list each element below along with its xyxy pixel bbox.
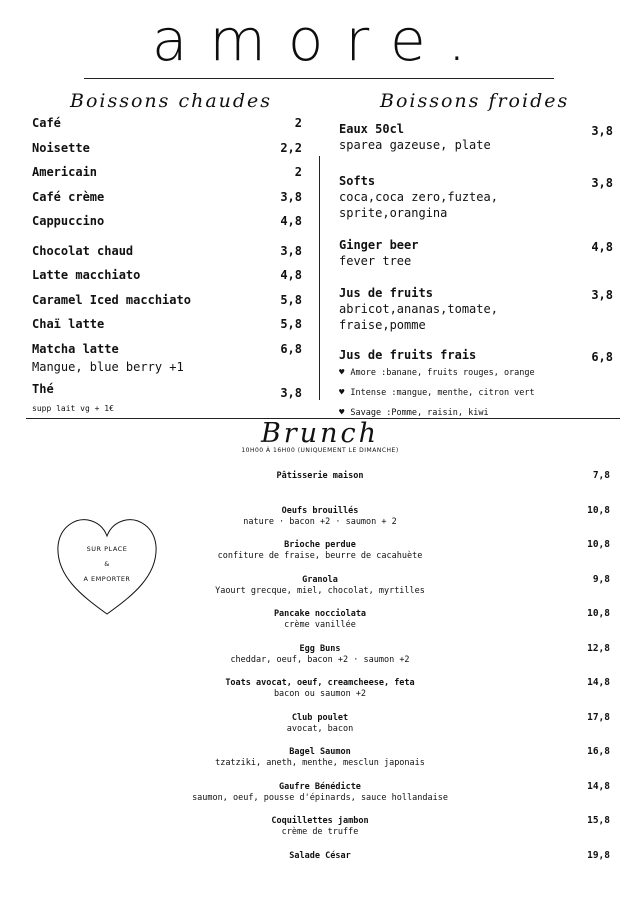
juice-option-text: Amore :banane, fruits rouges, orange <box>350 368 535 378</box>
menu-item <box>32 317 302 342</box>
item-price: 2 <box>294 165 302 179</box>
menu-item <box>339 286 613 348</box>
item-price: 16,8 <box>587 746 610 757</box>
item-price: 6,8 <box>280 341 302 356</box>
column-divider <box>319 156 320 400</box>
item-name: Café <box>32 116 61 130</box>
item-price: 4,8 <box>280 214 302 228</box>
item-price: 5,8 <box>280 317 302 331</box>
menu-item <box>32 382 302 400</box>
hot-drinks-list <box>32 116 302 413</box>
badge-line: & <box>104 560 110 568</box>
brunch-item <box>0 643 640 678</box>
item-name: Oeufs brouillés <box>281 505 359 516</box>
item-name: Eaux 50cl <box>339 122 405 136</box>
item-description: tzatziki, aneth, menthe, mesclun japonais <box>215 758 425 768</box>
brunch-item <box>0 746 640 781</box>
item-price: 19,8 <box>587 849 610 861</box>
item-price: 10,8 <box>587 608 610 619</box>
item-description: bacon ou saumon +2 <box>273 689 367 699</box>
item-price: 10,8 <box>587 504 610 516</box>
item-name: Egg Buns <box>299 643 341 654</box>
item-description: coca,coca zero,fuztea, sprite,orangina <box>339 190 498 220</box>
badge-line: SUR PLACE <box>86 545 128 553</box>
item-price: 3,8 <box>591 124 613 138</box>
item-name: Café crème <box>32 189 105 204</box>
item-name: Jus de fruits <box>339 286 433 300</box>
item-name: Club poulet <box>291 712 349 723</box>
item-price: 6,8 <box>591 350 613 364</box>
item-description: Mangue, blue berry +1 <box>32 359 184 374</box>
heart-icon: ♥ <box>339 388 345 398</box>
item-description: abricot,ananas,tomate, fraise,pomme <box>339 302 498 332</box>
item-price: 4,8 <box>280 268 302 282</box>
brunch-title: Brunch <box>260 418 380 449</box>
item-price: 2 <box>294 116 302 130</box>
item-name: Gaufre Bénédicte <box>279 781 361 792</box>
item-description: crème vanillée <box>284 620 356 630</box>
juice-option-text: Intense :mangue, menthe, citron vert <box>350 388 535 398</box>
heart-icon: ♥ <box>339 368 345 378</box>
item-name: Caramel Iced macchiato <box>32 292 191 307</box>
item-price: 12,8 <box>587 642 610 654</box>
item-name <box>32 342 184 374</box>
item-price: 3,8 <box>280 243 302 258</box>
menu-item <box>32 190 302 215</box>
item-name-text: Matcha latte <box>32 341 119 356</box>
item-name: Noisette <box>32 140 90 155</box>
item-price: 17,8 <box>587 711 610 723</box>
item-description: crème de truffe <box>281 827 359 837</box>
item-name: Chaï latte <box>32 317 105 331</box>
item-name: Brioche perdue <box>284 540 356 550</box>
juice-option <box>339 383 613 403</box>
menu-item <box>32 165 302 190</box>
item-price: 3,8 <box>591 288 613 302</box>
item-description: saumon, oeuf, pousse d'épinards, sauce hollandaise <box>192 792 448 803</box>
hot-drinks-title: Boissons chaudes <box>70 90 273 112</box>
item-price: 10,8 <box>587 539 610 550</box>
cold-drinks-list <box>339 118 613 423</box>
item-price: 3,8 <box>591 176 613 190</box>
brunch-item <box>0 505 640 540</box>
drinks-section <box>0 116 640 416</box>
menu-item <box>32 214 302 239</box>
cold-drinks-title: Boissons froides <box>380 90 570 112</box>
menu-item <box>339 122 613 174</box>
item-name: Pâtisserie maison <box>276 471 364 481</box>
item-name: Ginger beer <box>339 238 419 252</box>
item-description: sparea gazeuse, plate <box>339 138 491 152</box>
item-price: 4,8 <box>591 240 613 254</box>
item-name: Cappuccino <box>32 214 105 228</box>
brunch-item <box>0 539 640 574</box>
item-price: 14,8 <box>587 677 610 688</box>
menu-item <box>339 238 613 286</box>
item-name: Pancake nocciolata <box>273 609 367 619</box>
juice-option <box>339 363 613 383</box>
item-price: 3,8 <box>280 189 302 204</box>
item-name: Salade César <box>289 850 351 861</box>
item-description: fever tree <box>339 254 412 268</box>
item-name: Softs <box>339 174 376 188</box>
menu-item <box>32 293 302 318</box>
heart-icon: ♥ <box>339 408 345 418</box>
item-name: Bagel Saumon <box>289 747 351 757</box>
brunch-item <box>0 608 640 643</box>
item-name: Jus de fruits frais <box>339 348 477 362</box>
item-description: nature · bacon +2 · saumon + 2 <box>243 516 397 527</box>
menu-item <box>32 244 302 269</box>
brunch-item <box>0 781 640 816</box>
item-name: Coquillettes jambon <box>271 816 369 826</box>
brunch-item <box>0 815 640 850</box>
milk-supplement-note: supp lait vg + 1€ <box>32 404 114 413</box>
item-price: 5,8 <box>280 292 302 307</box>
brunch-item <box>0 470 640 505</box>
item-description: confiture de fraise, beurre de cacahuète <box>217 551 423 561</box>
item-name: Latte macchiato <box>32 268 141 282</box>
item-name: Americain <box>32 165 98 179</box>
badge-line: A EMPORTER <box>83 575 131 583</box>
brunch-item <box>0 574 640 609</box>
menu-item <box>32 116 302 141</box>
item-price: 14,8 <box>587 780 610 792</box>
menu-item <box>32 268 302 293</box>
fresh-juice-item <box>339 348 613 423</box>
brunch-item <box>0 712 640 747</box>
item-price: 7,8 <box>592 470 610 481</box>
menu-item <box>339 174 613 238</box>
item-price: 2,2 <box>280 140 302 155</box>
item-name: Granola <box>302 574 338 585</box>
item-description: avocat, bacon <box>286 723 354 734</box>
item-name: Thé <box>32 381 54 396</box>
brand-logo: amore. <box>151 6 489 74</box>
menu-item <box>32 141 302 166</box>
item-description: Yaourt grecque, miel, chocolat, myrtilles <box>215 585 425 596</box>
menu-item <box>32 342 302 382</box>
juice-option-text: Savage :Pomme, raisin, kiwi <box>350 408 489 418</box>
brunch-hours: 10H00 À 16H00 (UNIQUEMENT LE DIMANCHE) <box>241 447 399 454</box>
item-price: 9,8 <box>592 573 610 585</box>
brunch-item <box>0 677 640 712</box>
brunch-item <box>0 850 640 885</box>
item-price: 3,8 <box>280 385 302 400</box>
item-name: Chocolat chaud <box>32 243 134 258</box>
header-divider <box>84 78 554 79</box>
item-description: cheddar, oeuf, bacon +2 · saumon +2 <box>230 654 410 665</box>
item-name: Toats avocat, oeuf, creamcheese, feta <box>225 678 415 688</box>
brunch-list <box>0 470 640 884</box>
item-price: 15,8 <box>587 815 610 826</box>
